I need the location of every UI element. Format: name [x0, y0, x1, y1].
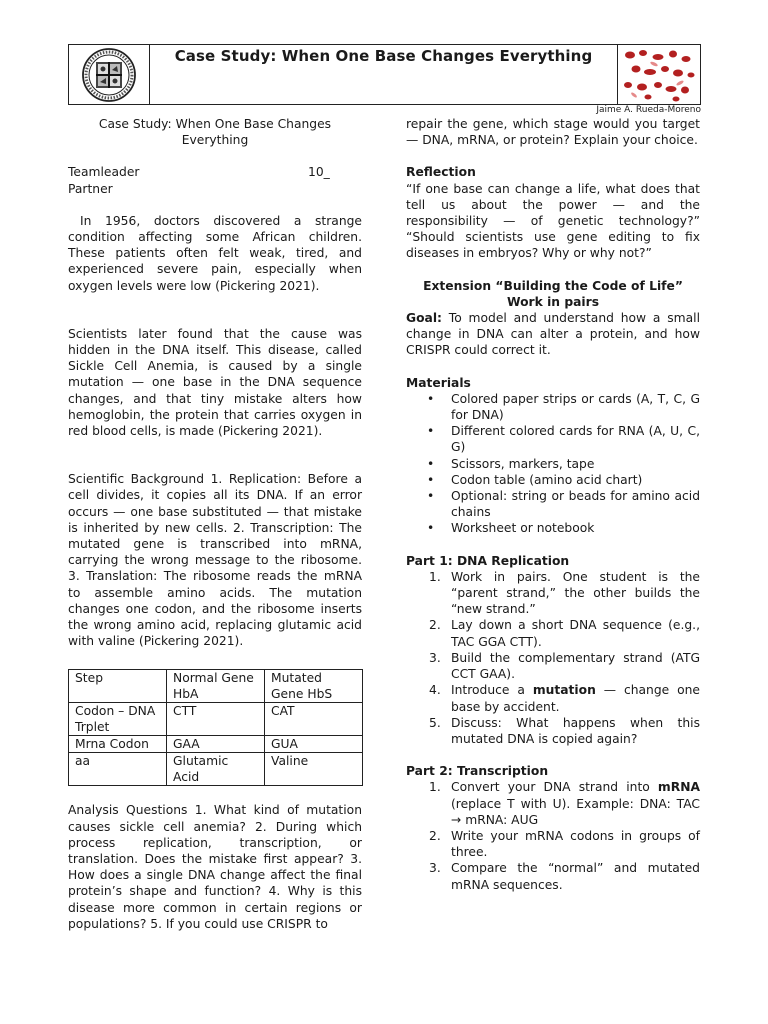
part2-steps: [406, 779, 700, 892]
list-item: [406, 828, 700, 860]
school-seal-logo: [69, 45, 150, 104]
step-text: Convert your DNA strand into: [451, 780, 658, 795]
part1-steps: [406, 569, 700, 747]
intro-paragraph-2: Scientists later found that the cause was hidden in the DNA itself. This disease, called Sickle Cell Anemia, is caused by a single mutation — one base in the DNA sequence changes, and that tiny mistake alters how hemoglobin, the protein that carries oxygen in red blood cells, is made (Pickering 2021).: [68, 326, 362, 439]
list-item: • Worksheet or notebook: [406, 520, 700, 536]
step-text-bold: mRNA: [657, 780, 700, 795]
teamleader-line: [68, 164, 362, 180]
red-blood-cells-image: [618, 45, 701, 104]
table-cell: GAA: [167, 736, 265, 753]
right-column: [406, 116, 700, 893]
table-cell: Glutamic Acid: [167, 753, 265, 786]
list-item: • Codon table (amino acid chart): [406, 472, 700, 488]
step-number: 2.: [429, 618, 441, 633]
table-row: [69, 703, 363, 736]
goal-paragraph: [406, 310, 700, 359]
step-text: Introduce a: [451, 683, 533, 698]
step-text: Work in pairs. One student is the “parent strand,” the other builds the “new strand.”: [451, 569, 700, 617]
list-item: [406, 715, 700, 747]
table-cell: GUA: [265, 736, 363, 753]
list-item: [406, 779, 700, 828]
scientific-background: Scientific Background 1. Replication: Before a cell divides, it copies all its DNA. If an error occurs — one base substituted — that mistake is inherited by new cells. 2. Transcription: The mutated gene is transcribed into mRNA, carrying the wrong message to the ribosome. 3. Translation: The ribosome reads the mRNA to assemble amino acids. The mutation changes one codon, and the ribosome inserts the wrong amino acid, replacing glutamic acid with valine (Pickering 2021).: [68, 472, 362, 649]
step-number: 5.: [429, 715, 441, 730]
materials-list: [406, 391, 700, 537]
table-header-cell: Step: [69, 670, 167, 703]
list-item: [406, 682, 700, 714]
list-item: • Colored paper strips or cards (A, T, C, G for DNA): [406, 391, 700, 423]
goal-text: To model and understand how a small change in DNA can alter a protein, and how CRISPR could correct it.: [406, 311, 700, 358]
partner-label: Partner: [68, 181, 113, 196]
table-cell: CTT: [167, 703, 265, 736]
grade-field: 10_: [308, 165, 330, 180]
list-item: [406, 569, 700, 618]
list-item: [406, 617, 700, 649]
step-number: 3.: [429, 861, 441, 876]
list-item: • Scissors, markers, tape: [406, 456, 700, 472]
extension-subheading: Work in pairs: [506, 294, 600, 309]
step-text: Compare the “normal” and mutated mRNA sequences.: [451, 861, 700, 892]
table-header-cell: Mutated Gene HbS: [265, 670, 363, 703]
step-number: 1.: [429, 569, 441, 584]
mutation-table: [68, 669, 363, 786]
step-text: Write your mRNA codons in groups of three.: [451, 828, 700, 860]
step-text: Build the complementary strand (ATG CCT GAA).: [451, 650, 700, 682]
document-title: Case Study: When One Base Changes Everything: [98, 117, 332, 148]
table-header-row: [69, 670, 363, 703]
list-item: • Optional: string or beads for amino acid chains: [406, 488, 700, 520]
part2-heading: Part 2: Transcription: [406, 764, 549, 779]
table-cell: aa: [69, 753, 167, 786]
author-name: Jaime A. Rueda-Moreno: [596, 105, 701, 115]
teamleader-label: Teamleader: [68, 165, 140, 180]
step-text: — change one base by accident.: [451, 683, 700, 714]
step-number: 1.: [429, 780, 441, 795]
document-header: [68, 44, 701, 105]
step-text-bold: mutation: [532, 683, 596, 698]
list-item: [406, 860, 700, 892]
step-number: 3.: [429, 650, 441, 665]
extension-heading: Extension “Building the Code of Life”: [423, 278, 683, 293]
analysis-questions: Analysis Questions 1. What kind of mutation causes sickle cell anemia? 2. During which process replication, transcription, or translation. Does the mistake first appear? 3. How does a single DNA change affect the final protein’s shape and function? 4. Why is this disease more common in certain regions or populations? 5. If you could use CRISPR to: [68, 803, 362, 931]
step-number: 2.: [429, 828, 441, 843]
reflection-text: “If one base can change a life, what does that tell us about the power — and the responsibility — of genetic technology?” “Should scientists use gene editing to fix diseases in embryos? Why or why not?”: [406, 181, 700, 261]
materials-heading: Materials: [406, 375, 471, 390]
list-item: [406, 650, 700, 682]
logo-cell: [69, 45, 150, 104]
table-cell: CAT: [265, 703, 363, 736]
table-cell: Mrna Codon: [69, 736, 167, 753]
table-cell: Codon – DNA Trplet: [69, 703, 167, 736]
blood-cells-illustration-cell: [617, 45, 700, 104]
table-header-cell: Normal Gene HbA: [167, 670, 265, 703]
table-row: [69, 753, 363, 786]
step-number: 4.: [429, 683, 441, 698]
part1-heading: Part 1: DNA Replication: [406, 553, 570, 568]
left-column: [68, 116, 362, 932]
header-title: Case Study: When One Base Changes Everything: [174, 47, 593, 65]
analysis-questions-continued: repair the gene, which stage would you target — DNA, mRNA, or protein? Explain your choice.: [406, 117, 700, 148]
goal-label: Goal:: [406, 311, 442, 326]
step-text: Lay down a short DNA sequence (e.g., TAC GGA CTT).: [451, 618, 700, 649]
list-item: • Different colored cards for RNA (A, U, C, G): [406, 423, 700, 455]
step-text: Discuss: What happens when this mutated DNA is copied again?: [451, 715, 700, 746]
step-text: (replace T with U). Example: DNA: TAC → mRNA: AUG: [451, 796, 700, 827]
intro-paragraph-1: In 1956, doctors discovered a strange condition affecting some African children. These patients often felt weak, tired, and experienced severe pain, especially when oxygen levels were low (Pickering 2021).: [68, 213, 362, 293]
table-row: [69, 736, 363, 753]
reflection-heading: Reflection: [406, 165, 476, 180]
table-cell: Valine: [265, 753, 363, 786]
